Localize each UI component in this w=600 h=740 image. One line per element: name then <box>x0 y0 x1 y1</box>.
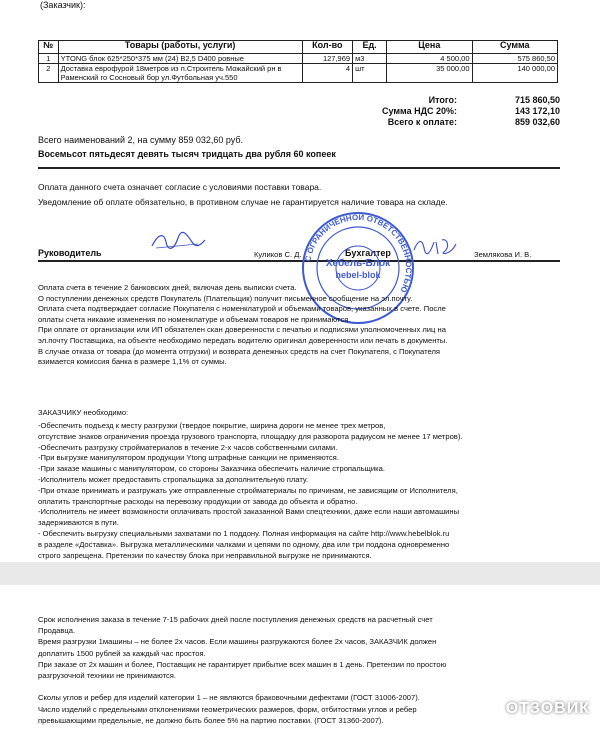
totals-block <box>350 95 560 128</box>
text-line: в разделе «Доставка». Выгрузка металлическими чалками и цепями по одному, два или три поддона одновременно <box>38 539 450 549</box>
amount-in-words: Восемьсот пятьдесят девять тысяч тридцать два рубля 60 копеек <box>38 149 336 159</box>
row-name-line: Раменский го Сосновый бор ул.Футбольная уч.550 <box>60 73 238 82</box>
text-line: - Обеспечить выгрузку специальными захватами по 1 поддону. Полная информация на сайте http://www.hebelblok.ru <box>38 529 450 538</box>
text-line: -При отказе принимать и разгружать уже отправленные стройматериалы по причинам, не зависящим от Исполнителя, <box>38 485 458 495</box>
totals-row <box>350 117 560 128</box>
text-line: отсутствие знаков ограничения проезда грузового транспорта, площадку для разворота радиусом не менее 17 метров). <box>38 431 463 441</box>
text-line: Сколы углов и ребер для изделий категории 1 – не являются браковочными дефектами (ГОСТ 31006-2007). <box>38 693 420 703</box>
text-line: доплатить 1500 рублей за каждый час простоя. <box>38 648 206 658</box>
row-sum: 140 000,00 <box>472 64 558 83</box>
text-line: При заказе от 2х машин и более, Поставщик не гарантирует прибытие всех машин в 1 день. Претензии по простою <box>38 659 447 669</box>
row-number: 1 <box>39 54 59 64</box>
total-value: 859 032,60 <box>514 117 560 127</box>
row-unit: шт <box>353 64 387 83</box>
stamp-site: hebel-blok <box>335 270 381 280</box>
totals-row <box>350 106 560 117</box>
itogo-value: 715 860,50 <box>514 95 560 105</box>
col-sum: Сумма <box>472 41 558 54</box>
row-price: 35 000,00 <box>387 64 472 83</box>
director-name: Куликов С. Д. <box>254 250 302 259</box>
notice-line: Уведомление об оплате обязательно, в противном случае не гарантируется наличие товара на складе. <box>38 197 448 207</box>
total-label: Всего к оплате: <box>387 117 457 127</box>
table-row <box>39 64 558 83</box>
items-table <box>38 40 558 83</box>
text-line: задерживаются в пути. <box>38 518 119 528</box>
text-line: -При заказе машины с манипулятором, со стороны Заказчика обеспечить наличие стропальщика. <box>38 464 385 474</box>
text-line: Продавца. <box>38 626 76 636</box>
watermark: ОТЗОВИК <box>505 700 590 717</box>
zakazchik-title: ЗАКАЗЧИКУ необходимо: <box>38 408 129 417</box>
accountant-label: Бухгалтер <box>345 248 391 258</box>
row-sum: 575 860,50 <box>472 54 558 64</box>
table-header-row <box>39 41 558 54</box>
text-line: оплатить транспортные расходы на перевозку продукции от завода до объекта и обратно. <box>38 496 358 506</box>
text-line: взимается комиссия банка в размере 1,1% от суммы. <box>38 357 227 367</box>
row-number: 2 <box>39 64 59 83</box>
stamp-ring-text: С ОГРАНИЧЕННОЙ ОТВЕТСТВЕННОСТЬЮ <box>303 212 414 294</box>
col-number: № <box>39 41 59 54</box>
totals-row <box>350 95 560 106</box>
text-line: Время разгрузки 1машины – не более 2х часов. Если машины разгружаются более 2х часов, ЗАКАЗЧИК должен <box>38 637 437 647</box>
text-line: строго запрещена. Претензии по качеству блока при неправильной выгрузке не принимаются. <box>38 550 372 560</box>
row-name-line: Доставка еврофурой 18метров из п.Строитель Можайский рн в <box>60 64 282 73</box>
text-line: эл.почту Поставщика, на объекте необходимо передать водителю оригинал доверенности или печать в документы. <box>38 336 448 345</box>
col-unit: Ед. <box>353 41 387 54</box>
row-unit: м3 <box>353 54 387 64</box>
row-name <box>58 64 302 83</box>
accountant-name: Землякова И. В. <box>474 250 532 259</box>
customer-label: (Заказчик): <box>40 0 86 10</box>
itogo-label: Итого: <box>428 95 457 105</box>
count-line: Всего наименований 2, на сумму 859 032,60 руб. <box>38 135 244 145</box>
text-line: В случае отказа от товара (до момента отгрузки) и возврата денежных средств на счет Покупателя, с Покупателя <box>38 346 441 356</box>
row-price: 4 500,00 <box>387 54 472 64</box>
vat-label: Сумма НДС 20%: <box>381 106 457 116</box>
text-line: Срок исполнения заказа в течение 7-15 рабочих дней после поступления денежных средств на расчетный счет <box>38 615 433 624</box>
divider <box>38 167 560 169</box>
director-label: Руководитель <box>38 248 102 258</box>
notice-line: Оплата данного счета означает согласие с условиями поставки товара. <box>38 182 322 192</box>
text-line: Оплата счета в течение 2 банковских дней, включая день выписки счета. <box>38 283 297 292</box>
text-line: -Обеспечить разгрузку стройматериалов в течение 2-х часов собственными силами. <box>38 442 338 452</box>
text-line: оплаты счета никакие изменения по номенклатуре и объемам товаров не принимаются. <box>38 314 351 324</box>
text-line: -Исполнитель не имеет возможности оплачивать простой заказанной Вами спецтехники, даже если наши автомашины <box>38 507 460 517</box>
text-line: -Исполнитель может предоставить стропальщика за дополнительную плату. <box>38 475 309 484</box>
text-line: При оплате от организации или ИП обязателен скан доверенности с печатью и подписями уполномоченных лиц на <box>38 325 446 335</box>
col-qty: Кол-во <box>302 41 352 54</box>
col-price: Цена <box>387 41 472 54</box>
text-line: Число изделий с предельными отклонениями геометрических размеров, форм, отбитостями углов и ребер <box>38 704 417 714</box>
text-line: превышающими предельные, не должно быть более 5% на партию поставки. (ГОСТ 31360-2007). <box>38 715 384 725</box>
text-line: -Обеспечить подъезд к месту разгрузки (твердое покрытие, ширина дороги не менее трех метров, <box>38 421 386 430</box>
col-goods: Товары (работы, услуги) <box>58 41 302 54</box>
text-line: -При выгрузке манипулятором продукции Ytong штрафные санкции не применяются. <box>38 453 339 463</box>
row-qty: 4 <box>302 64 352 83</box>
row-name: YTONG блок 625*250*375 мм (24) B2,5 D400 ровные <box>58 54 302 64</box>
vat-value: 143 172,10 <box>514 106 560 116</box>
row-qty: 127,969 <box>302 54 352 64</box>
stamp-company: Хебель-Блок <box>325 258 391 269</box>
text-line: О поступлении денежных средств Покупатель (Плательщик) получит письменное сообщение на эл.почту. <box>38 293 413 303</box>
director-signature <box>148 228 208 254</box>
table-row <box>39 54 558 64</box>
text-line: разгрузочной техники не принимаются. <box>38 671 177 680</box>
text-line: Оплата счета подтверждает согласие Покупателя с номенклатурой и объемами товаров, указанных в счете. После <box>38 304 446 314</box>
